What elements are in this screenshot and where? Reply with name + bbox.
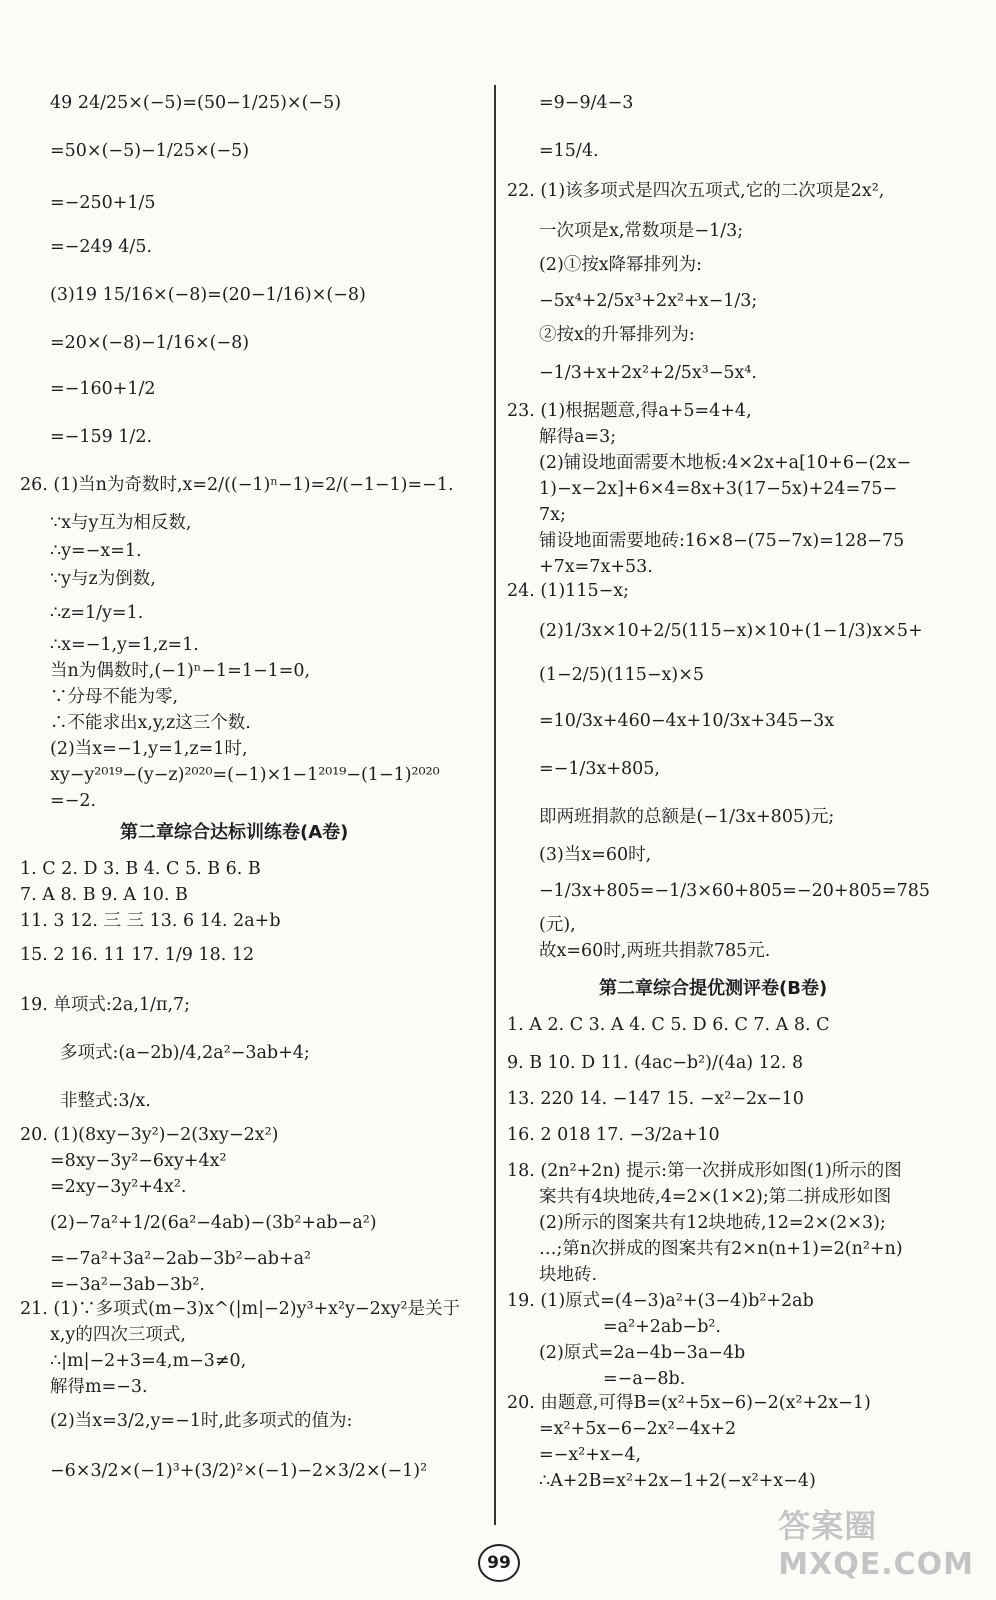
answer-line: +7x=7x+53. xyxy=(539,557,653,577)
answer-line: −1/3+x+2x²+2/5x³−5x⁴. xyxy=(539,363,757,383)
answer-line: =−160+1/2 xyxy=(50,379,156,399)
site-watermark xyxy=(778,1501,974,1582)
answer-line: 一次项是x,常数项是−1/3; xyxy=(539,221,744,241)
answer-line: 1)−x−2x]+6×4=8x+3(17−5x)+24=75− xyxy=(539,479,898,499)
answer-line: =−1/3x+805, xyxy=(539,759,660,779)
answer-line: (元), xyxy=(539,915,576,935)
answer-line: =15/4. xyxy=(539,141,599,161)
answer-line: ∵y与z为倒数, xyxy=(50,569,156,589)
answer-line: …;第n次拼成的图案共有2×n(n+1)=2(n²+n) xyxy=(539,1239,903,1259)
answer-line: −6×3/2×(−1)³+(3/2)²×(−1)−2×3/2×(−1)² xyxy=(50,1461,428,1481)
answer-line: 7x; xyxy=(539,505,566,525)
answer-line: 1. C 2. D 3. B 4. C 5. B 6. B xyxy=(20,859,261,879)
answer-line: ∵x与y互为相反数, xyxy=(50,513,192,533)
answer-line: 26. (1)当n为奇数时,x=2/((−1)ⁿ−1)=2/(−1−1)=−1. xyxy=(20,475,454,495)
answer-line: (2)1/3x×10+2/5(115−x)×10+(1−1/3)x×5+ xyxy=(539,621,923,641)
answer-line: (2)当x=−1,y=1,z=1时, xyxy=(50,739,248,759)
answer-line: =x²+5x−6−2x²−4x+2 xyxy=(539,1419,737,1439)
answer-line: 19. 单项式:2a,1/π,7; xyxy=(20,995,191,1015)
answer-line: =8xy−3y²−6xy+4x² xyxy=(50,1151,227,1171)
answer-line: (3)当x=60时, xyxy=(539,845,652,865)
answer-line: −5x⁴+2/5x³+2x²+x−1/3; xyxy=(539,291,758,311)
answer-line: 19. (1)原式=(4−3)a²+(3−4)b²+2ab xyxy=(507,1291,814,1311)
answer-line: 铺设地面需要地砖:16×8−(75−7x)=128−75 xyxy=(539,531,905,551)
answer-line: =−a−8b. xyxy=(603,1369,686,1389)
answer-line: 非整式:3/x. xyxy=(60,1091,151,1111)
answer-line: =−159 1/2. xyxy=(50,427,153,447)
answer-line: =a²+2ab−b². xyxy=(603,1317,721,1337)
answer-line: (2)原式=2a−4b−3a−4b xyxy=(539,1343,746,1363)
answer-line: (2)所示的图案共有12块地砖,12=2×(2×3); xyxy=(539,1213,886,1233)
answer-line: 15. 2 16. 11 17. 1/9 18. 12 xyxy=(20,945,255,965)
answer-line: 49 24/25×(−5)=(50−1/25)×(−5) xyxy=(50,93,342,113)
answer-line: 块地砖. xyxy=(539,1265,598,1285)
answer-line: 7. A 8. B 9. A 10. B xyxy=(20,885,188,905)
page-number-badge xyxy=(472,1540,524,1584)
answer-line: ∴x=−1,y=1,z=1. xyxy=(50,635,199,655)
answer-line: 解得a=3; xyxy=(539,427,617,447)
answer-line: 9. B 10. D 11. (4ac−b²)/(4a) 12. 8 xyxy=(507,1053,804,1073)
answer-line: ∴A+2B=x²+2x−1+2(−x²+x−4) xyxy=(539,1471,816,1491)
answer-line: =9−9/4−3 xyxy=(539,93,634,113)
answer-line: 13. 220 14. −147 15. −x²−2x−10 xyxy=(507,1089,804,1109)
answer-line: ②按x的升幂排列为: xyxy=(539,325,695,345)
answer-line: ∴不能求出x,y,z这三个数. xyxy=(50,713,251,733)
column-divider xyxy=(494,85,496,1525)
answer-line: 1. A 2. C 3. A 4. C 5. D 6. C 7. A 8. C xyxy=(507,1015,830,1035)
page-number: 99 xyxy=(478,1544,520,1582)
answer-line: 23. (1)根据题意,得a+5=4+4, xyxy=(507,401,752,421)
answer-line: =−250+1/5 xyxy=(50,193,156,213)
answer-line: =2xy−3y²+4x². xyxy=(50,1177,187,1197)
answer-line: (3)19 15/16×(−8)=(20−1/16)×(−8) xyxy=(50,285,366,305)
answer-line: xy−y²⁰¹⁹−(y−z)²⁰²⁰=(−1)×1−1²⁰¹⁹−(1−1)²⁰²⁰ xyxy=(50,765,440,785)
answer-line: (2)−7a²+1/2(6a²−4ab)−(3b²+ab−a²) xyxy=(50,1213,377,1233)
answer-line: 21. (1)∵多项式(m−3)x^(|m|−2)y³+x²y−2xy²是关于 xyxy=(20,1299,461,1319)
answer-line: ∴y=−x=1. xyxy=(50,541,142,561)
answer-line: 20. 由题意,可得B=(x²+5x−6)−2(x²+2x−1) xyxy=(507,1393,871,1413)
answer-line: 24. (1)115−x; xyxy=(507,581,630,601)
answer-line: 11. 3 12. 三 三 13. 6 14. 2a+b xyxy=(20,911,281,931)
answer-line: ∴|m|−2+3=4,m−3≠0, xyxy=(50,1351,247,1371)
answer-line: ∵分母不能为零, xyxy=(50,687,179,707)
answer-line: 22. (1)该多项式是四次五项式,它的二次项是2x², xyxy=(507,181,885,201)
answer-line: 16. 2 018 17. −3/2a+10 xyxy=(507,1125,720,1145)
answer-line: =−x²+x−4, xyxy=(539,1445,642,1465)
answer-line: (2)①按x降幂排列为: xyxy=(539,255,703,275)
answer-line: 18. (2n²+2n) 提示:第一次拼成形如图(1)所示的图 xyxy=(507,1161,902,1181)
answer-line: 20. (1)(8xy−3y²)−2(3xy−2x²) xyxy=(20,1125,279,1145)
watermark-line2: MXQE.COM xyxy=(778,1547,974,1582)
answer-line: =20×(−8)−1/16×(−8) xyxy=(50,333,250,353)
answer-line: =−3a²−3ab−3b². xyxy=(50,1275,205,1295)
answer-line: =−249 4/5. xyxy=(50,237,153,257)
answer-line: x,y的四次三项式, xyxy=(50,1325,186,1345)
answer-line: (2)当x=3/2,y=−1时,此多项式的值为: xyxy=(50,1411,353,1431)
answer-line: 多项式:(a−2b)/4,2a²−3ab+4; xyxy=(60,1043,310,1063)
answer-line: =10/3x+460−4x+10/3x+345−3x xyxy=(539,711,835,731)
section-heading-a: 第二章综合达标训练卷(A卷) xyxy=(120,822,349,843)
answer-line: =50×(−5)−1/25×(−5) xyxy=(50,141,250,161)
section-heading-b: 第二章综合提优测评卷(B卷) xyxy=(599,978,828,999)
answer-line: 故x=60时,两班共捐款785元. xyxy=(539,941,771,961)
answer-line: 即两班捐款的总额是(−1/3x+805)元; xyxy=(539,807,835,827)
answer-line: ∴z=1/y=1. xyxy=(50,603,144,623)
watermark-line1: 答案圈 xyxy=(778,1507,878,1545)
answer-line: 解得m=−3. xyxy=(50,1377,148,1397)
answer-line: =−2. xyxy=(50,791,97,811)
answer-line: =−7a²+3a²−2ab−3b²−ab+a² xyxy=(50,1249,312,1269)
answer-line: 案共有4块地砖,4=2×(1×2);第二拼成形如图 xyxy=(539,1187,892,1207)
answer-line: 当n为偶数时,(−1)ⁿ−1=1−1=0, xyxy=(50,661,311,681)
answer-line: (2)铺设地面需要木地板:4×2x+a[10+6−(2x− xyxy=(539,453,912,473)
answer-line: (1−2/5)(115−x)×5 xyxy=(539,665,705,685)
answer-line: −1/3x+805=−1/3×60+805=−20+805=785 xyxy=(539,881,930,901)
